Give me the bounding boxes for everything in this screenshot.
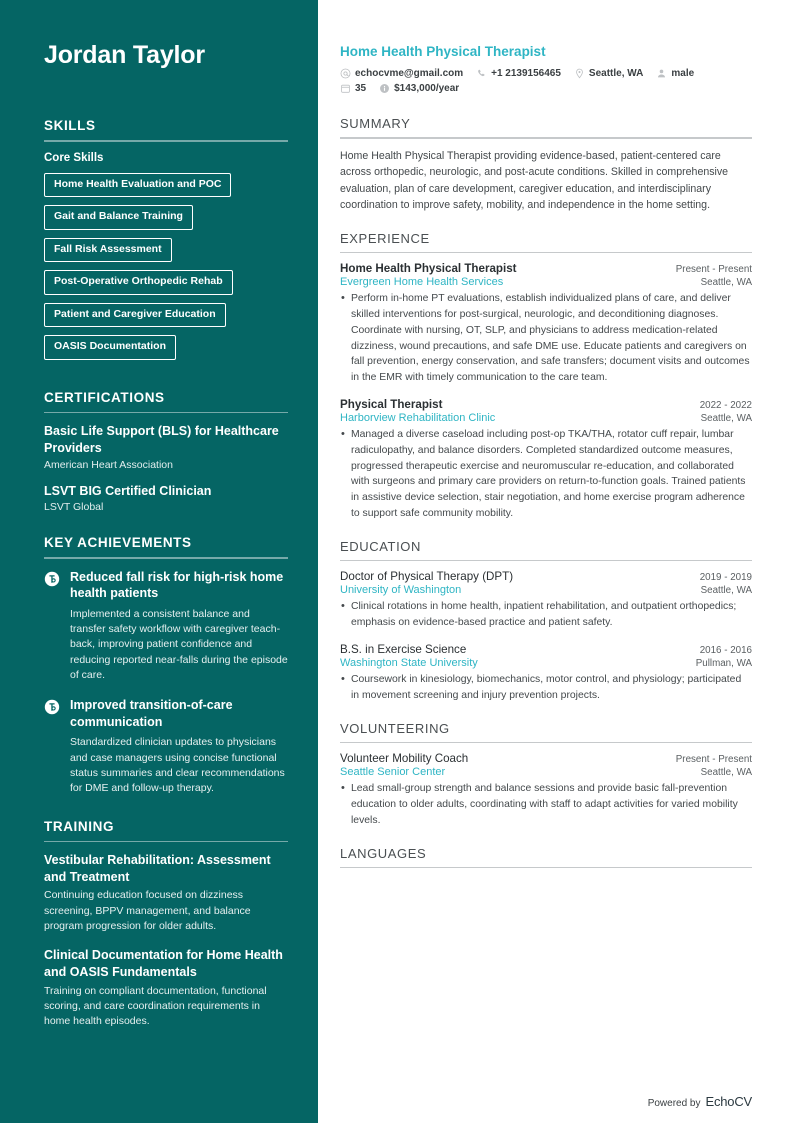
section-divider: [44, 841, 288, 843]
entry-subheader: [340, 412, 752, 424]
bullet-item: • Clinical rotations in home health, inpatient rehabilitation, and outpatient orthopedics; emphasis on evidence-based practice and patient safety.: [340, 599, 752, 631]
certification-org: LSVT Global: [44, 501, 104, 514]
section-title-training: TRAINING: [44, 818, 115, 834]
sidebar-section-achievements: [44, 535, 288, 796]
training-title: Clinical Documentation for Home Health and OASIS Fundamentals: [44, 948, 283, 979]
job-headline: Home Health Physical Therapist: [340, 44, 546, 59]
sidebar: [0, 0, 318, 1123]
contact-location: [574, 68, 643, 79]
email-icon: [340, 68, 351, 79]
contact-email: [340, 68, 463, 79]
skill-chip: Home Health Evaluation and POC: [44, 173, 231, 198]
education-entry: [340, 643, 752, 704]
education-entry: [340, 570, 752, 631]
contact-location-value: Seattle, WA: [588, 68, 644, 79]
achievement-title: Reduced fall risk for high-risk home health patients: [70, 569, 284, 601]
education-school: Washington State University: [340, 656, 478, 669]
education-bullets: [340, 599, 752, 631]
experience-bullets: [340, 291, 752, 386]
achievement-body: [70, 569, 288, 684]
education-school: University of Washington: [340, 584, 462, 597]
training-title: Vestibular Rehabilitation: Assessment and Treatment: [44, 853, 271, 884]
summary-text: Home Health Physical Therapist providing evidence-based, patient-centered care across orthopedic, neurologic, and post-acute conditions. Skilled in comprehensive evaluation, plan of care development, caregiver education, and interdisciplinary coordination to improve safety, mobility, and independence in the home setting.: [340, 149, 729, 212]
badge-clock-icon: [44, 571, 60, 587]
achievement-item: [44, 697, 288, 796]
training-item: [44, 947, 288, 1029]
section-divider: [44, 557, 288, 559]
experience-entry: [340, 398, 752, 522]
section-title-summary: SUMMARY: [340, 116, 411, 131]
volunteering-org: Seattle Senior Center: [340, 766, 446, 779]
phone-icon: [476, 68, 487, 79]
certification-item: [44, 483, 288, 514]
bullet-item: • Coursework in kinesiology, biomechanics, motor control, and physiology; participated in movement screening and injury prevention projects.: [340, 672, 752, 704]
section-summary: [340, 116, 752, 214]
section-divider: [44, 412, 288, 414]
experience-company: Evergreen Home Health Services: [340, 276, 504, 289]
contact-line-2: [340, 83, 752, 94]
candidate-name: Jordan Taylor: [44, 41, 205, 69]
section-education: [340, 539, 752, 704]
footer-brand-name: EchoCV: [705, 1094, 752, 1109]
section-title-languages: LANGUAGES: [340, 845, 427, 861]
achievement-description: Implemented a consistent balance and transfer safety workflow with caregiver teach-back, improving patient confidence and reducing reported near-falls during the episode of care.: [70, 607, 288, 681]
achievement-body: [70, 697, 288, 796]
info-circle-icon: [379, 83, 390, 94]
sidebar-section-skills: [44, 118, 288, 368]
section-title-experience: EXPERIENCE: [340, 230, 430, 246]
footer-branding: [648, 1094, 752, 1109]
contact-gender-value: male: [671, 68, 695, 79]
training-description: Continuing education focused on dizziness screening, BPPV management, and balance program progression for older adults.: [44, 889, 251, 933]
skill-chip: Gait and Balance Training: [44, 205, 193, 230]
experience-job-title: Physical Therapist: [340, 397, 443, 411]
person-icon: [656, 68, 667, 79]
section-languages: [340, 846, 752, 869]
contact-age: [340, 83, 366, 94]
experience-company: Harborview Rehabilitation Clinic: [340, 411, 496, 424]
badge-clock-icon: [44, 699, 60, 715]
training-item: [44, 852, 288, 934]
section-divider: [340, 137, 752, 139]
entry-header: [340, 398, 752, 411]
education-degree: Doctor of Physical Therapy (DPT): [340, 570, 514, 584]
section-title-achievements: KEY ACHIEVEMENTS: [44, 535, 192, 551]
sidebar-section-training: [44, 819, 288, 1030]
contact-gender: [656, 68, 694, 79]
achievement-item: [44, 569, 288, 684]
section-divider: [340, 252, 752, 254]
entry-header: [340, 643, 752, 656]
volunteering-location: Seattle, WA: [700, 767, 752, 779]
footer-powered-by-label: Powered by: [647, 1098, 701, 1109]
experience-dates: 2022 - 2022: [699, 399, 752, 411]
achievement-description: Standardized clinician updates to physicians and case managers using concise functional status summaries and clear recommendations for DME and follow-up therapy.: [70, 736, 285, 795]
section-divider: [340, 742, 752, 744]
section-volunteering: [340, 721, 752, 829]
volunteering-bullets: [340, 781, 752, 828]
section-title-volunteering: VOLUNTEERING: [340, 720, 450, 736]
certification-name: Basic Life Support (BLS) for Healthcare Providers: [44, 424, 279, 455]
certification-org: American Heart Association: [44, 458, 173, 471]
section-title-skills: SKILLS: [44, 118, 96, 133]
achievement-title: Improved transition-of-care communication: [70, 698, 233, 729]
section-divider: [340, 560, 752, 562]
education-degree: B.S. in Exercise Science: [340, 642, 467, 656]
contact-line-1: [340, 68, 752, 79]
volunteering-dates: Present - Present: [675, 754, 752, 766]
skill-chip: Fall Risk Assessment: [44, 238, 172, 263]
entry-subheader: [340, 657, 752, 669]
experience-dates: Present - Present: [675, 264, 752, 276]
education-location: Seattle, WA: [700, 585, 752, 597]
education-dates: 2016 - 2016: [699, 644, 752, 656]
entry-subheader: [340, 584, 752, 596]
skill-chip: Post-Operative Orthopedic Rehab: [44, 270, 233, 295]
skill-chip: Patient and Caregiver Education: [44, 303, 226, 328]
certification-name: LSVT BIG Certified Clinician: [44, 483, 212, 498]
experience-job-title: Home Health Physical Therapist: [340, 262, 517, 276]
contact-phone-value: +1 2139156465: [491, 68, 561, 79]
section-experience: [340, 231, 752, 522]
entry-header: [340, 262, 752, 275]
entry-subheader: [340, 766, 752, 778]
sidebar-section-certifications: [44, 390, 288, 513]
certification-item: [44, 423, 288, 470]
education-location: Pullman, WA: [695, 657, 752, 669]
contact-phone: [476, 68, 561, 79]
section-divider: [44, 140, 288, 142]
experience-location: Seattle, WA: [700, 277, 752, 289]
entry-subheader: [340, 276, 752, 288]
contact-email-value: echocvme@gmail.com: [355, 68, 464, 79]
contact-salary-value: $143,000/year: [394, 83, 460, 94]
entry-header: [340, 752, 752, 765]
bullet-item: • Managed a diverse caseload including post-op TKA/THA, rotator cuff repair, lumbar radiculopathy, and balance disorders. Completed standardized outcome measures, progressed therapeutic exercise and neuromuscular re-education, and collaborated with surgeons and primary care providers on return-to-function goals. Trained patients in assistive device selection, stair negotiation, and home exercise program adherence to support safe community mobility.: [340, 427, 752, 522]
skill-chip-list: [44, 173, 288, 368]
bullet-item: • Perform in-home PT evaluations, establish individualized plans of care, and deliver skilled interventions for post-surgical, neurologic, and deconditioning diagnoses. Coordinate with nursing, OT, SLP, and physicians to address medication-related dizziness, wound precautions, and safe DME use. Educate patients and caregivers on fall prevention, energy conservation, and safe transfers; document visits and outcomes in the EMR with timely communication to the care team.: [340, 291, 752, 386]
main-content: [340, 44, 752, 885]
volunteering-entry: [340, 752, 752, 828]
bullet-item: • Lead small-group strength and balance sessions and provide basic fall-prevention education to older adults, coordinating with staff to adapt activities for varied mobility levels.: [340, 781, 752, 828]
volunteering-role: Volunteer Mobility Coach: [340, 752, 469, 766]
contact-info: [340, 68, 752, 94]
skill-group-label: Core Skills: [44, 151, 104, 164]
experience-entry: [340, 262, 752, 386]
location-pin-icon: [574, 68, 585, 79]
education-dates: 2019 - 2019: [699, 572, 752, 584]
training-description: Training on compliant documentation, functional scoring, and care coordination requirements in home health episodes.: [44, 984, 267, 1028]
contact-age-value: 35: [355, 83, 367, 94]
section-title-education: EDUCATION: [340, 538, 421, 554]
education-bullets: [340, 672, 752, 704]
experience-bullets: [340, 427, 752, 522]
section-divider: [340, 867, 752, 869]
contact-salary: [379, 83, 459, 94]
experience-location: Seattle, WA: [700, 412, 752, 424]
calendar-icon: [340, 83, 351, 94]
entry-header: [340, 570, 752, 583]
skill-chip: OASIS Documentation: [44, 335, 176, 360]
section-title-certifications: CERTIFICATIONS: [44, 389, 165, 405]
